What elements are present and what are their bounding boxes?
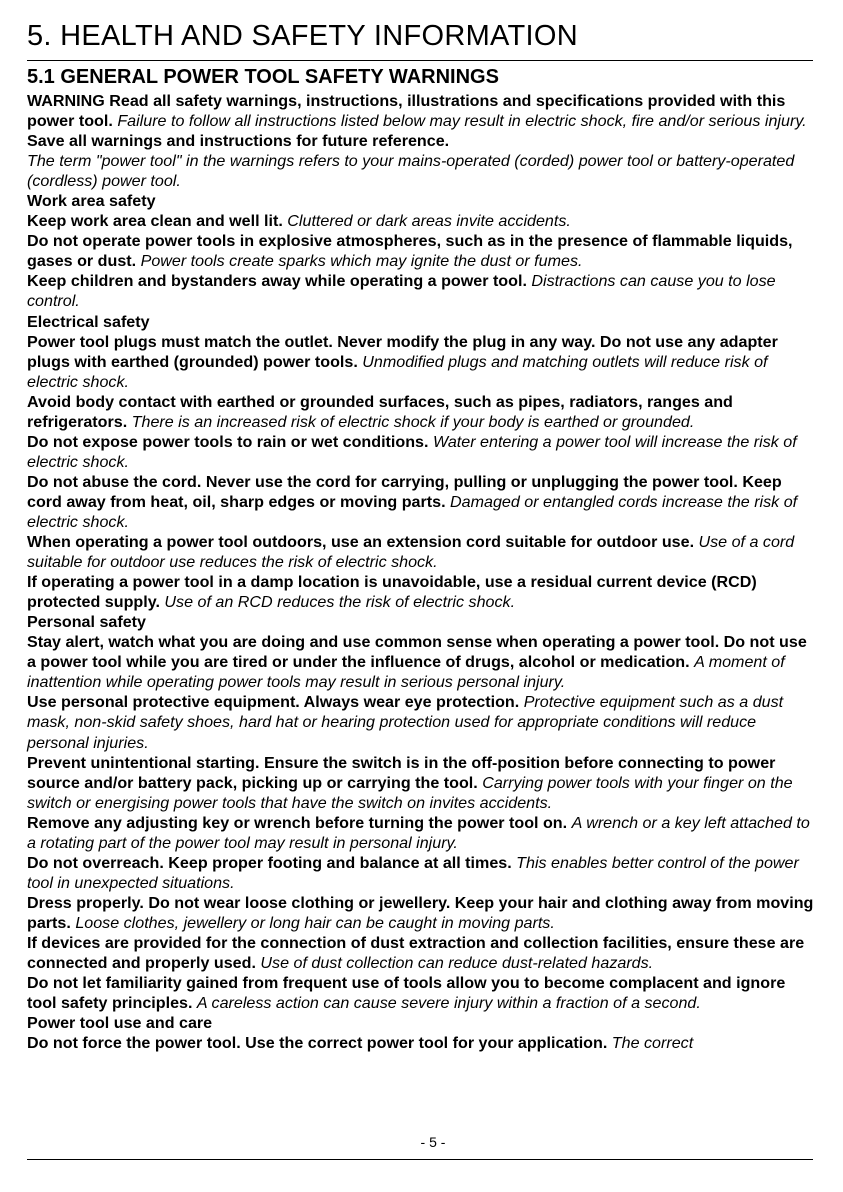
bold-text: Do not overreach. Keep proper footing and balance at all times.	[27, 853, 517, 872]
bold-text: Prevent unintentional starting. Ensure the switch is in the off-position before connecting to power source and/or battery pack, picking up or carrying the tool.	[27, 753, 776, 792]
italic-text: Power tools create sparks which may ignite the dust or fumes.	[140, 252, 583, 271]
italic-text: The term "power tool" in the warnings refers to your mains-operated (corded) power tool or battery-operated (cordless) power tool.	[27, 152, 795, 191]
paragraph	[27, 813, 815, 853]
italic-text: A moment of inattention while operating power tools may result in serious personal injury.	[27, 653, 785, 692]
section-title: 5.1 GENERAL POWER TOOL SAFETY WARNINGS	[27, 66, 499, 88]
bold-text: Do not expose power tools to rain or wet conditions.	[27, 432, 433, 451]
bold-text: Do not operate power tools in explosive atmospheres, such as in the presence of flammable liquids, gases or dust.	[27, 232, 793, 271]
bold-text: If devices are provided for the connection of dust extraction and collection facilities, ensure these are connected and properly used.	[27, 933, 805, 973]
italic-text: Failure to follow all instructions listed below may result in electric shock, fire and/or serious injury.	[117, 112, 807, 131]
paragraph	[27, 151, 815, 191]
italic-text: There is an increased risk of electric shock if your body is earthed or grounded.	[131, 412, 695, 431]
bold-text: Dress properly. Do not wear loose clothing or jewellery. Keep your hair and clothing away from moving parts.	[27, 893, 814, 932]
italic-text: Protective equipment such as a dust mask, non-skid safety shoes, hard hat or hearing protection used for appropriate conditions will reduce personal injuries.	[27, 693, 784, 752]
italic-text: A wrench or a key left attached to a rotating part of the power tool may result in personal injury.	[27, 813, 810, 852]
bold-text: Keep children and bystanders away while operating a power tool.	[27, 272, 532, 291]
bold-text: If operating a power tool in a damp location is unavoidable, use a residual current device (RCD) protected supply.	[27, 573, 757, 612]
bold-text: WARNING Read all safety warnings, instructions, illustrations and specifications provided with this power tool.	[27, 92, 786, 131]
italic-text: Use of an RCD reduces the risk of electric shock.	[164, 593, 516, 612]
bold-text: Do not let familiarity gained from frequent use of tools allow you to become complacent and ignore tool safety principles.	[27, 974, 786, 1013]
bold-text: Keep work area clean and well lit.	[27, 212, 288, 231]
italic-text: Carrying power tools with your finger on the switch or energising power tools that have the switch on invites accidents.	[27, 773, 793, 812]
bold-text: Electrical safety	[27, 312, 150, 331]
paragraph	[27, 432, 815, 472]
page-number: - 5 -	[420, 1134, 446, 1150]
bold-text: Avoid body contact with earthed or grounded surfaces, such as pipes, radiators, ranges and refrigerators.	[27, 392, 733, 431]
bold-text: Remove any adjusting key or wrench before turning the power tool on.	[27, 813, 572, 832]
italic-text: Use of a cord suitable for outdoor use reduces the risk of electric shock.	[27, 533, 795, 572]
warnings-body	[27, 91, 815, 1053]
bold-text: Do not force the power tool. Use the correct power tool for your application.	[27, 1034, 612, 1053]
bold-text: Power tool plugs must match the outlet. Never modify the plug in any way. Do not use any adapter plugs with earthed (grounded) power tools.	[27, 332, 778, 371]
italic-text: This enables better control of the power tool in unexpected situations.	[27, 853, 799, 892]
bold-text: Save all warnings and instructions for future reference.	[27, 132, 450, 151]
italic-text: Unmodified plugs and matching outlets will reduce risk of electric shock.	[27, 352, 768, 391]
paragraph	[27, 753, 815, 813]
paragraph	[27, 1033, 815, 1053]
subheading	[27, 312, 815, 332]
paragraph	[27, 572, 815, 612]
paragraph	[27, 392, 815, 432]
italic-text: Distractions can cause you to lose control.	[27, 272, 776, 311]
italic-text: The correct	[611, 1034, 694, 1053]
paragraph	[27, 893, 815, 933]
italic-text: Water entering a power tool will increase the risk of electric shock.	[27, 432, 797, 471]
italic-text: Loose clothes, jewellery or long hair can be caught in moving parts.	[75, 913, 555, 932]
bold-text: Personal safety	[27, 613, 146, 632]
paragraph	[27, 472, 815, 532]
chapter-title: 5. HEALTH AND SAFETY INFORMATION	[27, 20, 579, 52]
footer-divider	[27, 1159, 813, 1160]
paragraph	[27, 271, 815, 311]
paragraph	[27, 131, 815, 151]
bold-text: When operating a power tool outdoors, use an extension cord suitable for outdoor use.	[27, 533, 699, 552]
paragraph	[27, 231, 815, 271]
bold-text: Do not abuse the cord. Never use the cord for carrying, pulling or unplugging the power tool. Keep cord away from heat, oil, sharp edges or moving parts.	[27, 472, 782, 511]
bold-text: Stay alert, watch what you are doing and use common sense when operating a power tool. Do not use a power tool while you are tired or under the influence of drugs, alcohol or medication.	[27, 633, 807, 672]
paragraph	[27, 933, 815, 973]
paragraph	[27, 532, 815, 572]
subheading	[27, 1013, 815, 1033]
paragraph	[27, 973, 815, 1013]
italic-text: Damaged or entangled cords increase the risk of electric shock.	[27, 492, 798, 531]
chapter-divider	[27, 60, 813, 61]
subheading	[27, 612, 815, 632]
paragraph	[27, 91, 815, 131]
italic-text: A careless action can cause severe injury within a fraction of a second.	[196, 994, 701, 1013]
paragraph	[27, 853, 815, 893]
bold-text: Use personal protective equipment. Always wear eye protection.	[27, 693, 524, 712]
bold-text: Work area safety	[27, 192, 156, 211]
subheading	[27, 191, 815, 211]
paragraph	[27, 692, 815, 752]
paragraph	[27, 332, 815, 392]
paragraph	[27, 211, 815, 231]
italic-text: Use of dust collection can reduce dust-related hazards.	[260, 954, 654, 973]
italic-text: Cluttered or dark areas invite accidents.	[287, 212, 571, 231]
bold-text: Power tool use and care	[27, 1014, 213, 1033]
paragraph	[27, 632, 815, 692]
